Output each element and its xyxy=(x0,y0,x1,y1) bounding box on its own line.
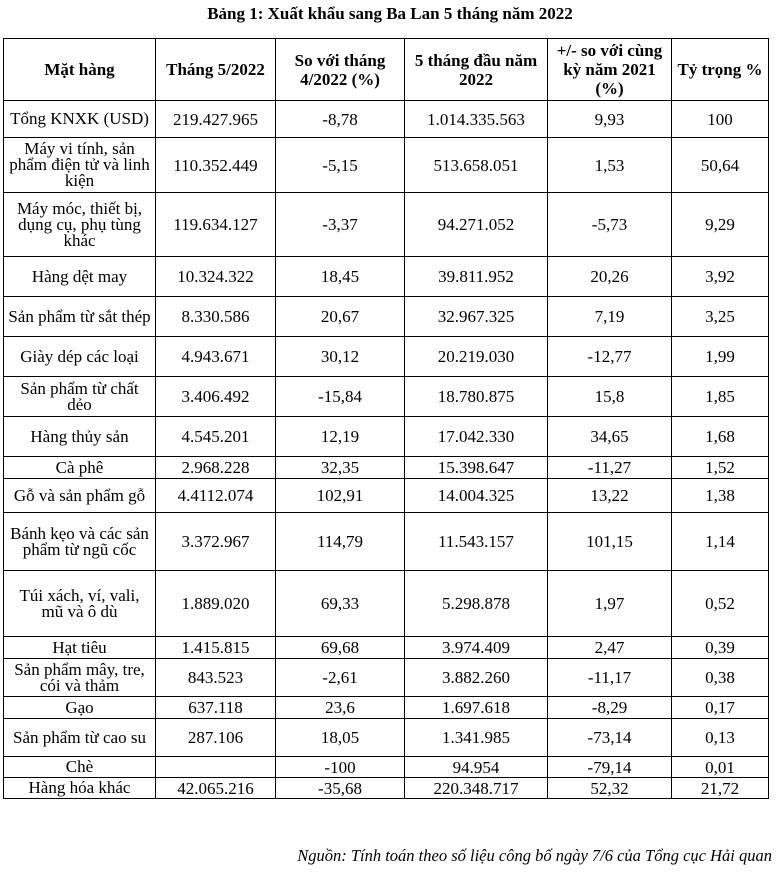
cell-mom: -100 xyxy=(276,757,405,778)
cell-ytd: 3.882.260 xyxy=(405,659,548,697)
cell-ytd: 220.348.717 xyxy=(405,778,548,799)
cell-yoy: -12,77 xyxy=(548,337,672,377)
cell-yoy: -79,14 xyxy=(548,757,672,778)
cell-share: 0,17 xyxy=(672,697,769,719)
source-note: Nguồn: Tính toán theo số liệu công bố ngày 7/6 của Tổng cục Hải quan xyxy=(297,846,772,865)
export-table xyxy=(3,38,769,799)
cell-item: Tổng KNXK (USD) xyxy=(4,101,156,138)
cell-mom: -35,68 xyxy=(276,778,405,799)
cell-share: 0,39 xyxy=(672,637,769,659)
cell-share: 0,52 xyxy=(672,571,769,637)
cell-may-2022: 4.943.671 xyxy=(156,337,276,377)
cell-share: 1,68 xyxy=(672,417,769,457)
cell-ytd: 20.219.030 xyxy=(405,337,548,377)
cell-share: 1,14 xyxy=(672,513,769,571)
cell-may-2022: 10.324.322 xyxy=(156,257,276,297)
col-header-yoy: +/- so với cùng kỳ năm 2021 (%) xyxy=(548,39,672,101)
cell-may-2022: 119.634.127 xyxy=(156,193,276,257)
table-row xyxy=(4,377,769,417)
table-row xyxy=(4,257,769,297)
table-row xyxy=(4,757,769,778)
cell-ytd: 94.271.052 xyxy=(405,193,548,257)
cell-ytd: 1.341.985 xyxy=(405,719,548,757)
cell-ytd: 11.543.157 xyxy=(405,513,548,571)
cell-mom: 20,67 xyxy=(276,297,405,337)
cell-share: 9,29 xyxy=(672,193,769,257)
cell-item: Sản phẩm từ sắt thép xyxy=(4,297,156,337)
cell-share: 0,01 xyxy=(672,757,769,778)
cell-yoy: -5,73 xyxy=(548,193,672,257)
cell-ytd: 513.658.051 xyxy=(405,138,548,193)
cell-item: Bánh kẹo và các sản phẩm từ ngũ cốc xyxy=(4,513,156,571)
col-header-mom: So với tháng 4/2022 (%) xyxy=(276,39,405,101)
cell-yoy: 1,53 xyxy=(548,138,672,193)
cell-yoy: 34,65 xyxy=(548,417,672,457)
cell-item: Chè xyxy=(4,757,156,778)
cell-item: Cà phê xyxy=(4,457,156,479)
cell-item: Hàng hóa khác xyxy=(4,778,156,799)
cell-share: 0,13 xyxy=(672,719,769,757)
cell-ytd: 17.042.330 xyxy=(405,417,548,457)
cell-mom: 30,12 xyxy=(276,337,405,377)
cell-ytd: 39.811.952 xyxy=(405,257,548,297)
cell-yoy: 52,32 xyxy=(548,778,672,799)
cell-mom: 69,33 xyxy=(276,571,405,637)
cell-item: Hàng dệt may xyxy=(4,257,156,297)
cell-mom: -2,61 xyxy=(276,659,405,697)
table-row xyxy=(4,719,769,757)
cell-yoy: -8,29 xyxy=(548,697,672,719)
table-row xyxy=(4,659,769,697)
cell-yoy: 20,26 xyxy=(548,257,672,297)
cell-share: 21,72 xyxy=(672,778,769,799)
cell-share: 1,38 xyxy=(672,479,769,513)
cell-yoy: 1,97 xyxy=(548,571,672,637)
cell-share: 3,92 xyxy=(672,257,769,297)
table-row xyxy=(4,457,769,479)
cell-may-2022: 843.523 xyxy=(156,659,276,697)
table-row xyxy=(4,697,769,719)
cell-share: 1,52 xyxy=(672,457,769,479)
cell-may-2022: 287.106 xyxy=(156,719,276,757)
cell-item: Máy vi tính, sản phẩm điện tử và linh kiện xyxy=(4,138,156,193)
cell-may-2022: 4.545.201 xyxy=(156,417,276,457)
cell-item: Hạt tiêu xyxy=(4,637,156,659)
cell-mom: 102,91 xyxy=(276,479,405,513)
cell-may-2022: 4.4112.074 xyxy=(156,479,276,513)
cell-share: 3,25 xyxy=(672,297,769,337)
cell-mom: 69,68 xyxy=(276,637,405,659)
cell-item: Sản phẩm mây, tre, cói và thảm xyxy=(4,659,156,697)
cell-mom: 18,05 xyxy=(276,719,405,757)
table-row xyxy=(4,571,769,637)
cell-ytd: 32.967.325 xyxy=(405,297,548,337)
cell-may-2022: 637.118 xyxy=(156,697,276,719)
cell-item: Túi xách, ví, vali, mũ và ô dù xyxy=(4,571,156,637)
cell-ytd: 18.780.875 xyxy=(405,377,548,417)
cell-item: Sản phẩm từ chất dẻo xyxy=(4,377,156,417)
header-row xyxy=(4,39,769,101)
table-row xyxy=(4,193,769,257)
cell-yoy: 9,93 xyxy=(548,101,672,138)
cell-may-2022: 3.406.492 xyxy=(156,377,276,417)
cell-yoy: 15,8 xyxy=(548,377,672,417)
cell-item: Giày dép các loại xyxy=(4,337,156,377)
cell-mom: -8,78 xyxy=(276,101,405,138)
cell-ytd: 3.974.409 xyxy=(405,637,548,659)
cell-mom: -3,37 xyxy=(276,193,405,257)
table-row xyxy=(4,778,769,799)
table-title: Bảng 1: Xuất khẩu sang Ba Lan 5 tháng năm 2022 xyxy=(207,4,573,23)
cell-mom: 32,35 xyxy=(276,457,405,479)
cell-item: Gỗ và sản phẩm gỗ xyxy=(4,479,156,513)
table-row xyxy=(4,637,769,659)
cell-yoy: -73,14 xyxy=(548,719,672,757)
cell-mom: 23,6 xyxy=(276,697,405,719)
cell-mom: 114,79 xyxy=(276,513,405,571)
cell-item: Máy móc, thiết bị, dụng cụ, phụ tùng khác xyxy=(4,193,156,257)
cell-yoy: 7,19 xyxy=(548,297,672,337)
cell-mom: -15,84 xyxy=(276,377,405,417)
cell-ytd: 14.004.325 xyxy=(405,479,548,513)
table-row xyxy=(4,337,769,377)
cell-item: Gạo xyxy=(4,697,156,719)
table-row xyxy=(4,479,769,513)
cell-item: Hàng thủy sản xyxy=(4,417,156,457)
cell-ytd: 1.014.335.563 xyxy=(405,101,548,138)
cell-may-2022: 1.889.020 xyxy=(156,571,276,637)
table-row xyxy=(4,417,769,457)
cell-mom: -5,15 xyxy=(276,138,405,193)
cell-yoy: -11,27 xyxy=(548,457,672,479)
col-header-share: Tỷ trọng % xyxy=(672,39,769,101)
cell-yoy: 13,22 xyxy=(548,479,672,513)
cell-may-2022: 42.065.216 xyxy=(156,778,276,799)
table-row xyxy=(4,513,769,571)
table-row xyxy=(4,297,769,337)
cell-item: Sản phẩm từ cao su xyxy=(4,719,156,757)
cell-ytd: 94.954 xyxy=(405,757,548,778)
cell-ytd: 1.697.618 xyxy=(405,697,548,719)
cell-share: 0,38 xyxy=(672,659,769,697)
table-row xyxy=(4,138,769,193)
cell-share: 1,85 xyxy=(672,377,769,417)
cell-yoy: 101,15 xyxy=(548,513,672,571)
cell-ytd: 15.398.647 xyxy=(405,457,548,479)
table-row xyxy=(4,101,769,138)
cell-may-2022: 1.415.815 xyxy=(156,637,276,659)
cell-may-2022: 3.372.967 xyxy=(156,513,276,571)
col-header-ytd: 5 tháng đầu năm 2022 xyxy=(405,39,548,101)
cell-mom: 12,19 xyxy=(276,417,405,457)
cell-may-2022: 219.427.965 xyxy=(156,101,276,138)
cell-may-2022: 110.352.449 xyxy=(156,138,276,193)
cell-share: 50,64 xyxy=(672,138,769,193)
cell-may-2022: 2.968.228 xyxy=(156,457,276,479)
cell-share: 1,99 xyxy=(672,337,769,377)
col-header-may-2022: Tháng 5/2022 xyxy=(156,39,276,101)
cell-may-2022: 8.330.586 xyxy=(156,297,276,337)
cell-ytd: 5.298.878 xyxy=(405,571,548,637)
cell-mom: 18,45 xyxy=(276,257,405,297)
col-header-item: Mặt hàng xyxy=(4,39,156,101)
cell-may-2022 xyxy=(156,757,276,778)
cell-share: 100 xyxy=(672,101,769,138)
cell-yoy: -11,17 xyxy=(548,659,672,697)
cell-yoy: 2,47 xyxy=(548,637,672,659)
